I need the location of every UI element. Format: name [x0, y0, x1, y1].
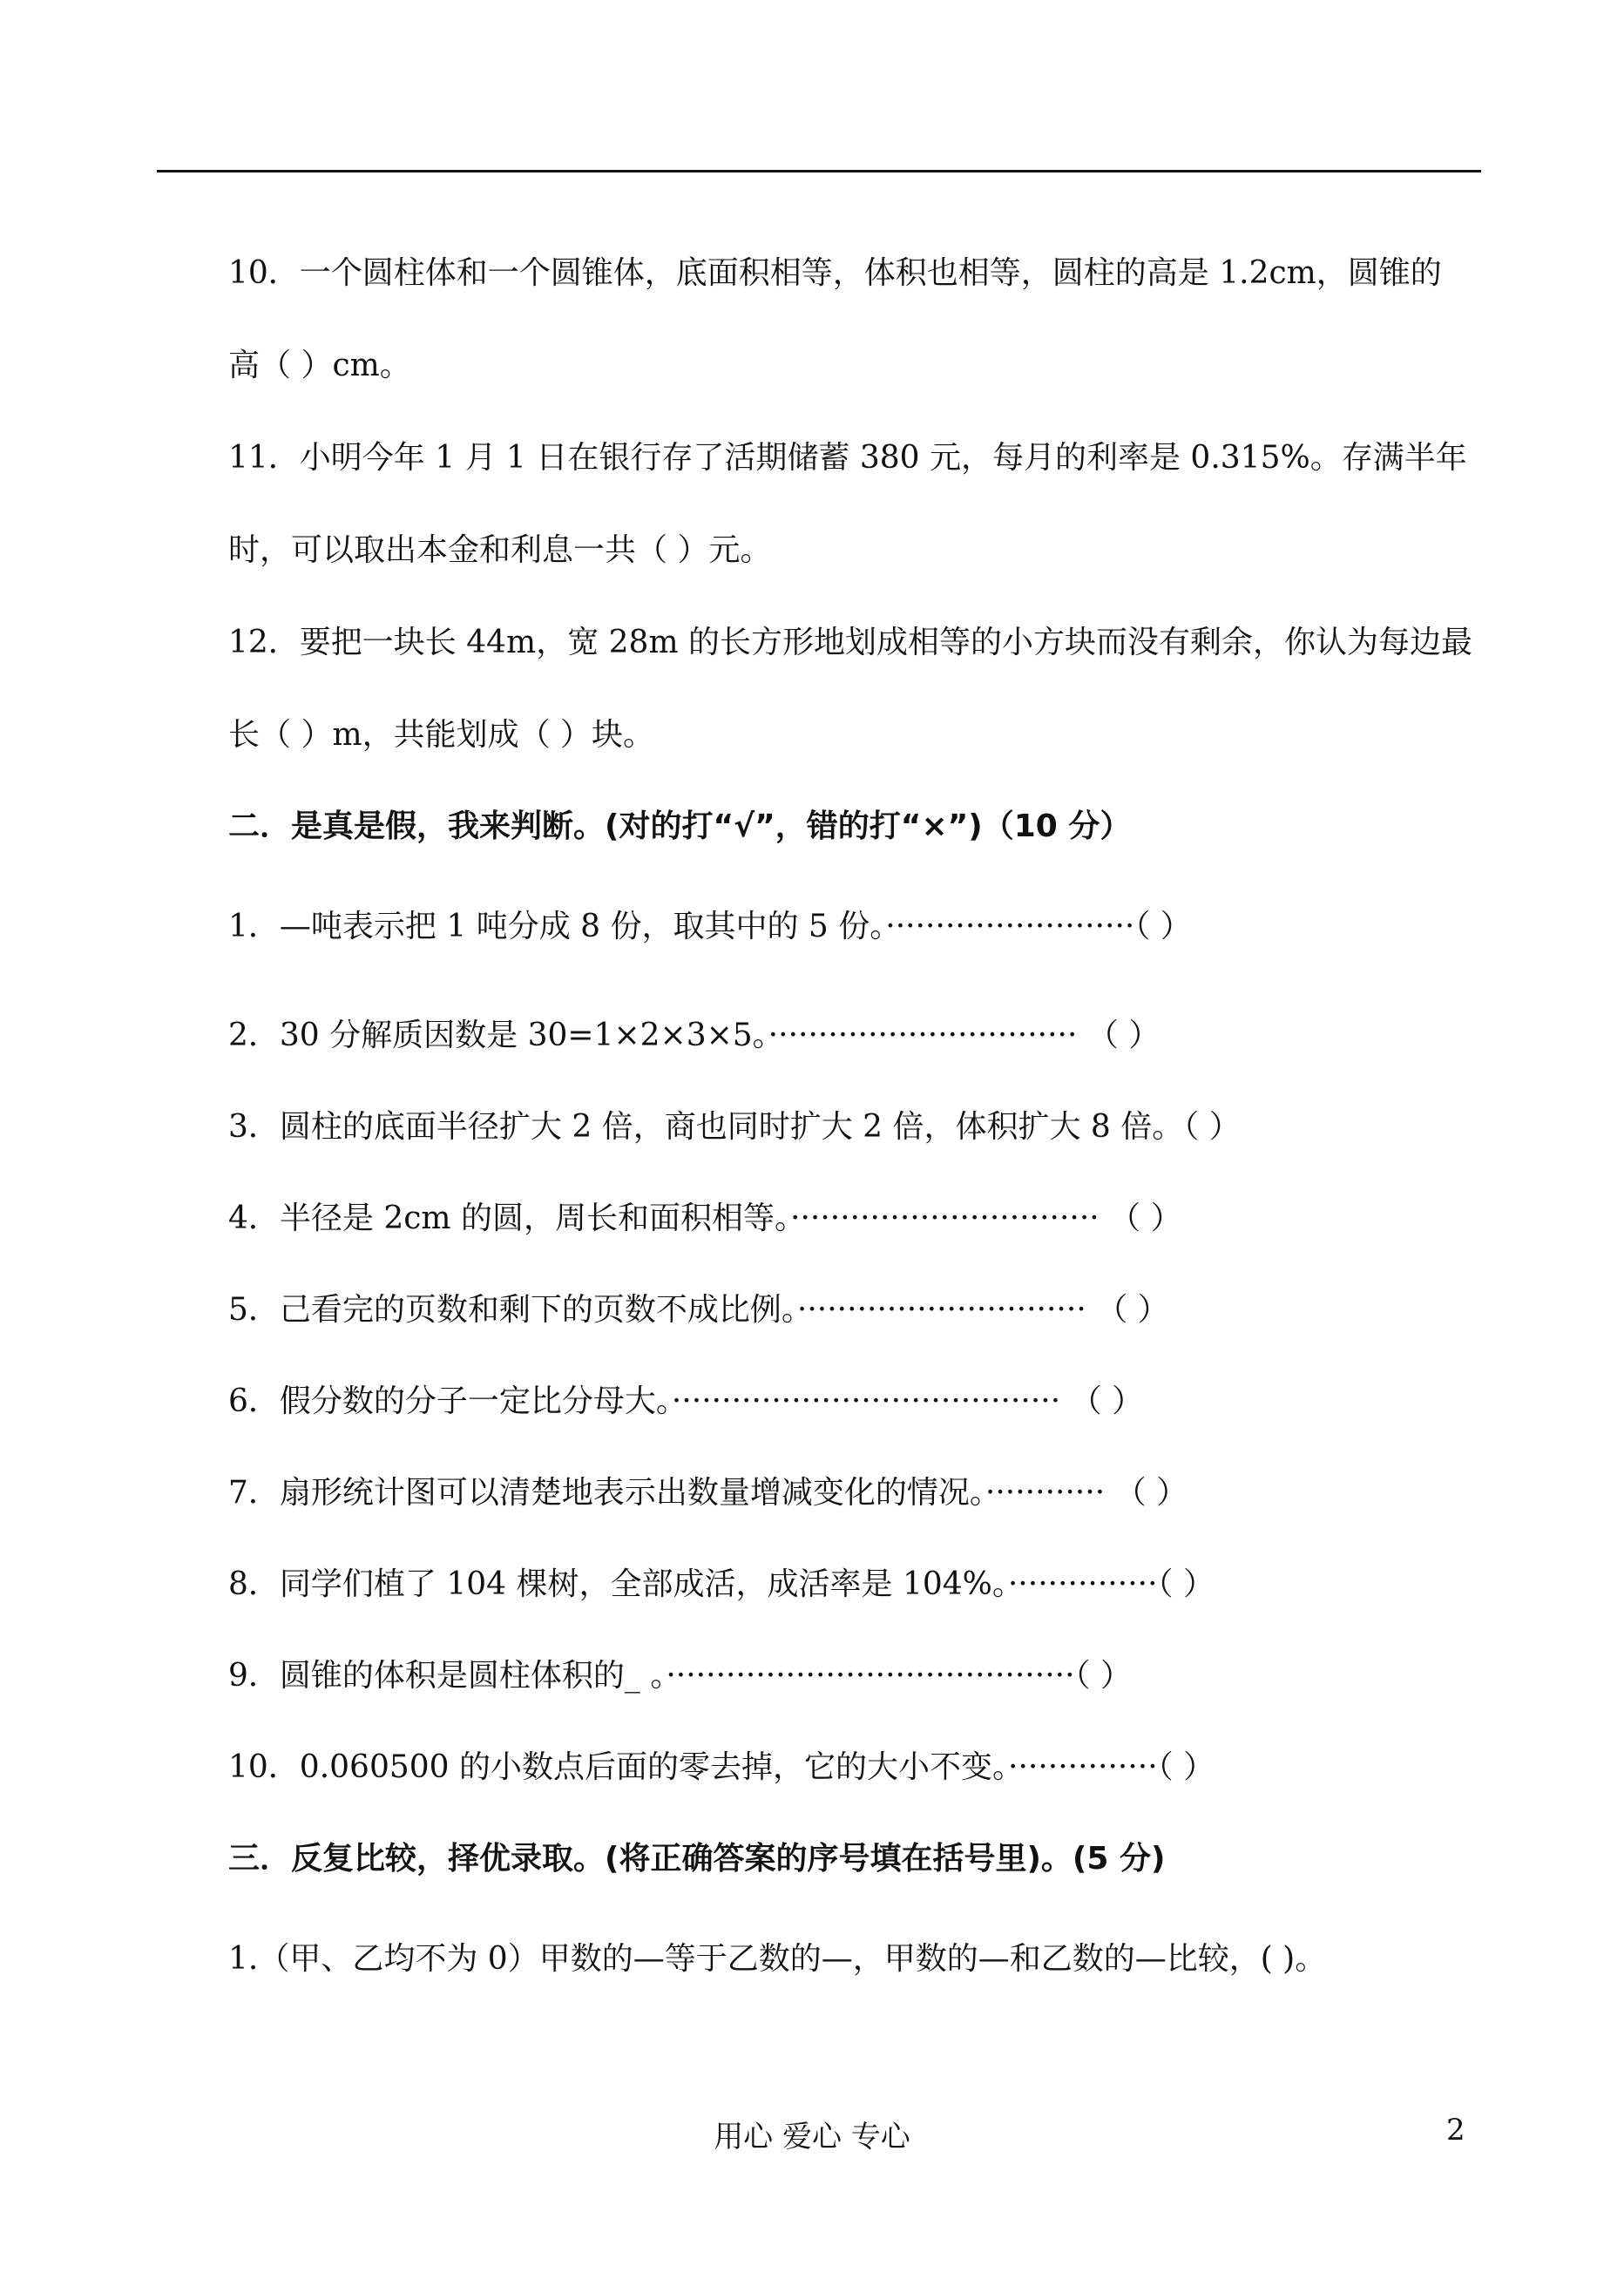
question-11-line-1: 11．小明今年 1 月 1 日在银行存了活期储蓄 380 元，每月的利率是 0.315%。存满半年 — [228, 440, 1467, 476]
judge-item-6: 6．假分数的分子一定比分母大。······································· （ ） — [228, 1383, 1144, 1419]
footer-text: 用心 爱心 专心 — [714, 2120, 910, 2154]
question-12-line-1: 12．要把一块长 44m，宽 28m 的长方形地划成相等的小方块而没有剩余，你认为每边最 — [228, 625, 1473, 660]
question-10-line-1: 10．一个圆柱体和一个圆锥体，底面积相等，体积也相等，圆柱的高是 1.2cm，圆锥的 — [228, 255, 1442, 291]
question-10-line-2: 高（ ）cm。 — [228, 348, 411, 383]
judge-item-5: 5．己看完的页数和剩下的页数不成比例。····························· （ ） — [228, 1292, 1169, 1328]
judge-item-10: 10．0.060500 的小数点后面的零去掉，它的大小不变。···············（ ） — [228, 1749, 1215, 1785]
section-2-heading: 二．是真是假，我来判断。(对的打“√”，错的打“×”)（10 分） — [228, 808, 1132, 844]
judge-item-8: 8．同学们植了 104 棵树，全部成活，成活率是 104%。···············（ ） — [228, 1566, 1215, 1602]
page-number: 2 — [1446, 2113, 1465, 2148]
question-11-line-2: 时，可以取出本金和利息一共（ ）元。 — [228, 532, 772, 568]
judge-item-3: 3．圆柱的底面半径扩大 2 倍，商也同时扩大 2 倍，体积扩大 8 倍。（ ） — [228, 1109, 1241, 1145]
header-rule — [157, 170, 1481, 172]
judge-item-2: 2．30 分解质因数是 30=1×2×3×5。······························· （ ） — [228, 1018, 1160, 1053]
question-12-line-2: 长（ ）m，共能划成（ ）块。 — [228, 717, 655, 753]
judge-item-4: 4．半径是 2cm 的圆，周长和面积相等。······························· （ ） — [228, 1201, 1182, 1236]
judge-item-9: 9．圆锥的体积是圆柱体积的_ 。·········································（ ） — [228, 1658, 1132, 1694]
section-3-heading: 三．反复比较，择优录取。(将正确答案的序号填在括号里)。(5 分) — [228, 1841, 1166, 1877]
choice-question-1: 1.（甲、乙均不为 0）甲数的—等于乙数的—，甲数的—和乙数的—比较，( )。 — [228, 1941, 1327, 1977]
judge-item-7: 7．扇形统计图可以清楚地表示出数量增减变化的情况。············ （ ） — [228, 1475, 1188, 1511]
judge-item-1: 1．—吨表示把 1 吨分成 8 份，取其中的 5 份。·························（ ） — [228, 909, 1192, 944]
